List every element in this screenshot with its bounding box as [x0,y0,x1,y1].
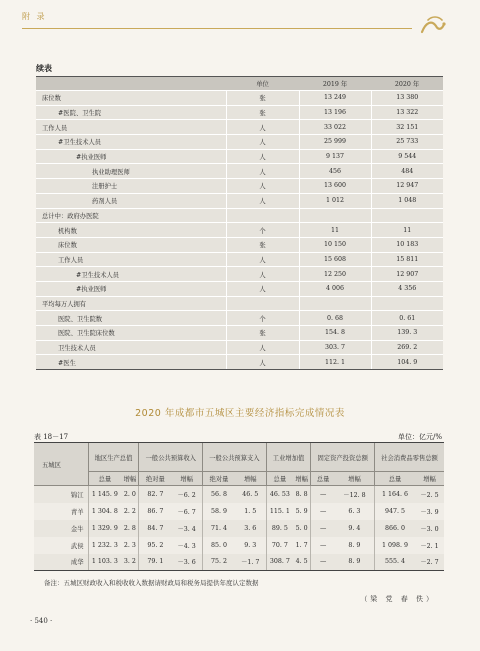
table-row [36,91,443,106]
row-value-2019: 10 150 [299,237,371,252]
row-label: 总计中：政府办医院 [36,208,226,223]
column-header [36,77,226,91]
table-row [34,503,444,520]
table-row [36,296,443,311]
row-unit: 人 [226,252,299,267]
econ-cell: 75. 2 [203,554,235,571]
row-label: 医院、卫生院床位数 [36,326,226,341]
table-row [36,164,443,179]
row-unit: 人 [226,149,299,164]
row-value-2020: 12 947 [371,179,443,194]
econ-cell: 86. 7 [139,503,171,520]
econ-cell: 1 164. 6 [374,486,415,503]
row-unit: 人 [226,281,299,296]
page-number: · 540 · [30,617,53,625]
row-value-2020: 15 811 [371,252,443,267]
econ-cell: 71. 4 [203,520,235,537]
table-row [36,237,443,252]
section-title: 2020 年成都市五城区主要经济指标完成情况表 [135,408,345,419]
table-row [34,537,444,554]
row-value-2020: 9 544 [371,149,443,164]
econ-cell: －3. 6 [171,554,202,571]
row-unit: 个 [226,311,299,326]
row-value-2019: 154. 8 [299,326,371,341]
econ-cell: 8. 8 [293,486,311,503]
table-header-row [36,77,443,91]
row-unit [226,208,299,223]
row-label: 平均每万人拥有 [36,296,226,311]
econ-cell: 85. 0 [203,537,235,554]
economic-indicators-table [34,442,444,571]
row-value-2019: 112. 1 [299,355,371,370]
column-header-unit: 单位 [226,77,299,91]
econ-cell: 1 329. 9 [88,520,121,537]
econ-cell: 3. 6 [235,520,266,537]
row-label: #卫生技术人员 [36,135,226,150]
row-value-2020: 13 322 [371,105,443,120]
row-value-2019: 456 [299,164,371,179]
row-value-2020: 0. 61 [371,311,443,326]
row-value-2020: 32 151 [371,120,443,135]
row-label: 机构数 [36,223,226,238]
row-label: 注册护士 [36,179,226,194]
econ-cell: 1 145. 9 [88,486,121,503]
row-label: 卫生技术人员 [36,340,226,355]
row-value-2019: 12 250 [299,267,371,282]
row-unit: 人 [226,120,299,135]
econ-cell: －3. 9 [415,503,444,520]
row-label: 执业助理医师 [36,164,226,179]
row-unit: 张 [226,105,299,120]
econ-cell: 2. 2 [121,503,139,520]
econ-cell: 58. 9 [203,503,235,520]
econ-group-header: 一般公共预算收入 [139,443,203,472]
table-row [34,486,444,503]
region-name: 青羊 [34,503,88,520]
econ-cell: －2. 1 [415,537,444,554]
econ-group-header: 固定资产投资总额 [311,443,375,472]
region-column-header: 五城区 [34,443,88,486]
econ-cell: 308. 7 [266,554,293,571]
econ-cell: －2. 5 [415,486,444,503]
region-name: 成华 [34,554,88,571]
econ-cell: 2. 0 [121,486,139,503]
row-label: #医院、卫生院 [36,105,226,120]
region-name: 武侯 [34,537,88,554]
table-note: 备注：五城区财政收入和税收收入数据请财政局和税务局提供年度认定数据 [44,579,259,587]
unit-label: 单位：亿元/% [397,433,442,441]
row-value-2019: 25 999 [299,135,371,150]
econ-cell: 1 103. 3 [88,554,121,571]
row-value-2020: 13 380 [371,91,443,106]
econ-cell: －1. 7 [235,554,266,571]
table-row [34,520,444,537]
row-label: 床位数 [36,91,226,106]
row-unit: 人 [226,164,299,179]
econ-cell: 1. 7 [293,537,311,554]
row-value-2019: 1 012 [299,193,371,208]
row-value-2020: 10 183 [371,237,443,252]
row-value-2020: 139. 3 [371,326,443,341]
row-value-2020: 11 [371,223,443,238]
econ-cell: 866. 0 [374,520,415,537]
econ-sub-header: 增幅 [293,472,311,486]
table-row [36,252,443,267]
econ-sub-header: 总量 [88,472,121,486]
table-row [36,149,443,164]
econ-cell: 84. 7 [139,520,171,537]
row-unit: 人 [226,267,299,282]
appendix-label: 附 录 [22,12,47,21]
table-row [36,281,443,296]
econ-cell: 1. 5 [235,503,266,520]
econ-cell: 46. 5 [235,486,266,503]
econ-group-header: 社会消费品零售总额 [374,443,444,472]
page-header [0,0,480,34]
table-row [36,120,443,135]
econ-cell: 1 098. 9 [374,537,415,554]
econ-sub-header: 绝对量 [139,472,171,486]
row-unit: 张 [226,91,299,106]
row-label: #执业医师 [36,149,226,164]
row-value-2019: 13 249 [299,91,371,106]
row-value-2020 [371,296,443,311]
row-value-2019: 15 608 [299,252,371,267]
econ-cell: －12. 8 [335,486,375,503]
econ-cell: 1 304. 8 [88,503,121,520]
row-label: 床位数 [36,237,226,252]
table-row [36,105,443,120]
row-label: 工作人员 [36,252,226,267]
table-row [36,340,443,355]
econ-cell: 8. 9 [335,537,375,554]
econ-cell: 2. 3 [121,537,139,554]
econ-cell: －3. 0 [415,520,444,537]
row-value-2019: 13 600 [299,179,371,194]
econ-sub-header: 绝对量 [203,472,235,486]
econ-cell: －2. 7 [415,554,444,571]
econ-sub-header: 增幅 [121,472,139,486]
econ-cell: 82. 7 [139,486,171,503]
econ-sub-header: 总量 [311,472,335,486]
header-rule [22,28,412,29]
econ-cell: 9. 3 [235,537,266,554]
econ-cell: 3. 2 [121,554,139,571]
econ-group-header: 工业增加值 [266,443,311,472]
row-unit: 人 [226,193,299,208]
row-value-2019: 13 196 [299,105,371,120]
row-value-2020: 4 356 [371,281,443,296]
econ-cell: — [311,537,335,554]
econ-sub-header: 总量 [374,472,415,486]
econ-cell: 5. 9 [293,503,311,520]
econ-cell: 555. 4 [374,554,415,571]
econ-group-header-row [34,443,444,472]
econ-cell: －6. 7 [171,503,202,520]
row-value-2020: 1 048 [371,193,443,208]
row-value-2020: 484 [371,164,443,179]
econ-cell: －6. 2 [171,486,202,503]
region-name: 锦江 [34,486,88,503]
row-value-2019: 11 [299,223,371,238]
column-header-2019: 2019 年 [299,77,371,91]
row-value-2019: 4 006 [299,281,371,296]
econ-sub-header: 增幅 [335,472,375,486]
econ-cell: 947. 5 [374,503,415,520]
table-number: 表 18－17 [34,433,69,441]
row-value-2019 [299,296,371,311]
row-unit: 人 [226,355,299,370]
table-row [36,267,443,282]
econ-cell: 89. 5 [266,520,293,537]
row-label: 工作人员 [36,120,226,135]
row-value-2019: 303. 7 [299,340,371,355]
row-value-2020: 269. 2 [371,340,443,355]
row-unit: 个 [226,223,299,238]
row-value-2019 [299,208,371,223]
econ-sub-header: 增幅 [415,472,444,486]
row-value-2019: 9 137 [299,149,371,164]
econ-cell: — [311,520,335,537]
row-label: #执业医师 [36,281,226,296]
econ-cell: 1 232. 3 [88,537,121,554]
econ-cell: －3. 4 [171,520,202,537]
row-value-2020 [371,208,443,223]
region-name: 金牛 [34,520,88,537]
row-unit: 人 [226,179,299,194]
table-row [36,355,443,370]
column-header-2020: 2020 年 [371,77,443,91]
econ-cell: －4. 3 [171,537,202,554]
econ-cell: — [311,503,335,520]
econ-cell: 115. 1 [266,503,293,520]
row-label: #卫生技术人员 [36,267,226,282]
table-row [36,223,443,238]
row-unit: 张 [226,237,299,252]
table-row [36,208,443,223]
row-unit: 张 [226,326,299,341]
econ-cell: 2. 8 [121,520,139,537]
econ-cell: 46. 53 [266,486,293,503]
author-credit: （梁 党 春 佚） [360,595,436,603]
row-unit [226,296,299,311]
row-value-2020: 12 907 [371,267,443,282]
econ-cell: 8. 9 [335,554,375,571]
row-value-2019: 33 022 [299,120,371,135]
econ-cell: — [311,554,335,571]
table-row [36,326,443,341]
table-row [36,135,443,150]
table-row [36,311,443,326]
row-label: #医生 [36,355,226,370]
econ-sub-header-row [34,472,444,486]
econ-cell: 4. 5 [293,554,311,571]
row-value-2019: 0. 68 [299,311,371,326]
econ-sub-header: 增幅 [171,472,202,486]
row-unit: 人 [226,135,299,150]
econ-cell: 6. 3 [335,503,375,520]
econ-cell: 56. 8 [203,486,235,503]
continued-table-title: 续表 [36,64,52,73]
econ-cell: 5. 0 [293,520,311,537]
econ-cell: 70. 7 [266,537,293,554]
row-value-2020: 25 733 [371,135,443,150]
econ-cell: 9. 4 [335,520,375,537]
table-row [36,179,443,194]
econ-sub-header: 总量 [266,472,293,486]
row-unit: 人 [226,340,299,355]
econ-group-header: 一般公共预算支入 [203,443,267,472]
table-row [34,554,444,571]
econ-sub-header: 增幅 [235,472,266,486]
row-value-2020: 104. 9 [371,355,443,370]
econ-cell: 95. 2 [139,537,171,554]
dragon-ornament-icon [418,14,448,36]
econ-cell: 79. 1 [139,554,171,571]
econ-group-header: 地区生产总值 [88,443,139,472]
continued-statistics-table [36,76,443,370]
row-label: 医院、卫生院数 [36,311,226,326]
row-label: 药剂人员 [36,193,226,208]
econ-cell: — [311,486,335,503]
table-row [36,193,443,208]
